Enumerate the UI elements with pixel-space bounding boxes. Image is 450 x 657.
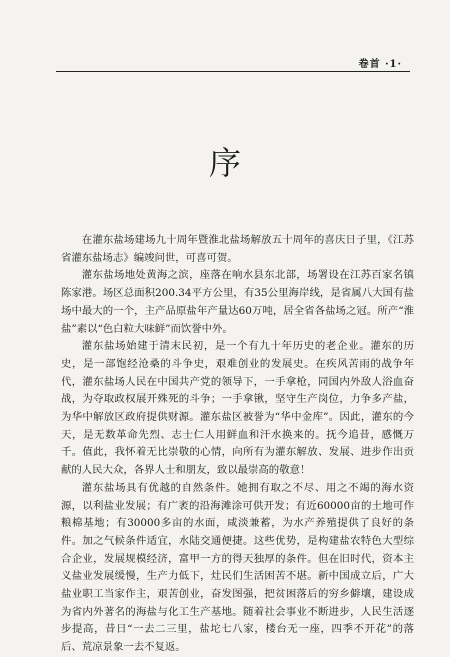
paragraph-1: 在灌东盐场建场九十周年暨淮北盐场解放五十周年的喜庆日子里，《江苏省灌东盐场志》编竣问世，可喜可贺。 [61, 234, 414, 264]
running-head: 卷首 ·1· [358, 59, 402, 70]
paragraph-3: 灌东盐场始建于清末民初，是一个有九十年历史的老企业。灌东的历史，是一部饱经沧桑的斗争史，艰难创业的发展史。在疾风苦雨的战争年代，灌东盐场人民在中国共产党的领导下，一手拿枪，同国内外敌人浴血奋战，为夺取政权展开殊死的斗争；一手拿锹，坚守生产岗位，力争多产盐，为华中解放区政府提供财源。灌东盐区被誉为“华中金库”。因此，灌东的今天，是无数革命先烈、志士仁人用鲜血和汗水换来的。抚今追昔，感慨万千。值此，我怀着无比崇敬的心情，向所有为灌东解放、发展、进步作出贡献的人民大众，各界人士和朋友，致以最崇高的敬意！ [61, 340, 414, 477]
paragraph-2: 灌东盐场地处黄海之滨，座落在响水县东北部，场署设在江苏百家名镇陈家港。场区总面积200.34平方公里，有35公里海岸线，是省属八大国有盐场中最大的一个，主产品原盐年产量达60万吨，居全省各盐场之冠。所产“淮盐”素以“色白粒大味鲜”而饮誉中外。 [61, 269, 414, 335]
page-title: 序 [208, 144, 241, 182]
paragraph-4: 灌东盐场具有优越的自然条件。她拥有取之不尽、用之不竭的海水资源，以利盐业发展；有广袤的沿海滩涂可供开发；有近60000亩的土地可作粮棉基地；有30000多亩的水面，咸淡兼蓄，为水产养殖提供了良好的条件。加之气候条件适宜，水陆交通便捷。这些优势，是构建盐农特色大型综合企业，发展规模经济，富甲一方的得天独厚的条件。但在旧时代，资本主义盐业发展缓慢，生产力低下，灶民们生活困苦不堪。新中国成立后，广大盐业职工当家作主，艰苦创业，奋发图强，把贫困落后的穷乡僻壤，建设成为省内外著名的海盐与化工生产基地。随着社会事业不断进步，人民生活逐步提高，昔日“一去二三里，盐坨七八家，楼台无一座，四季不开花”的落后、荒凉景象一去不复返。 [61, 481, 414, 654]
preface-body [61, 232, 414, 657]
header-rule [56, 71, 410, 72]
